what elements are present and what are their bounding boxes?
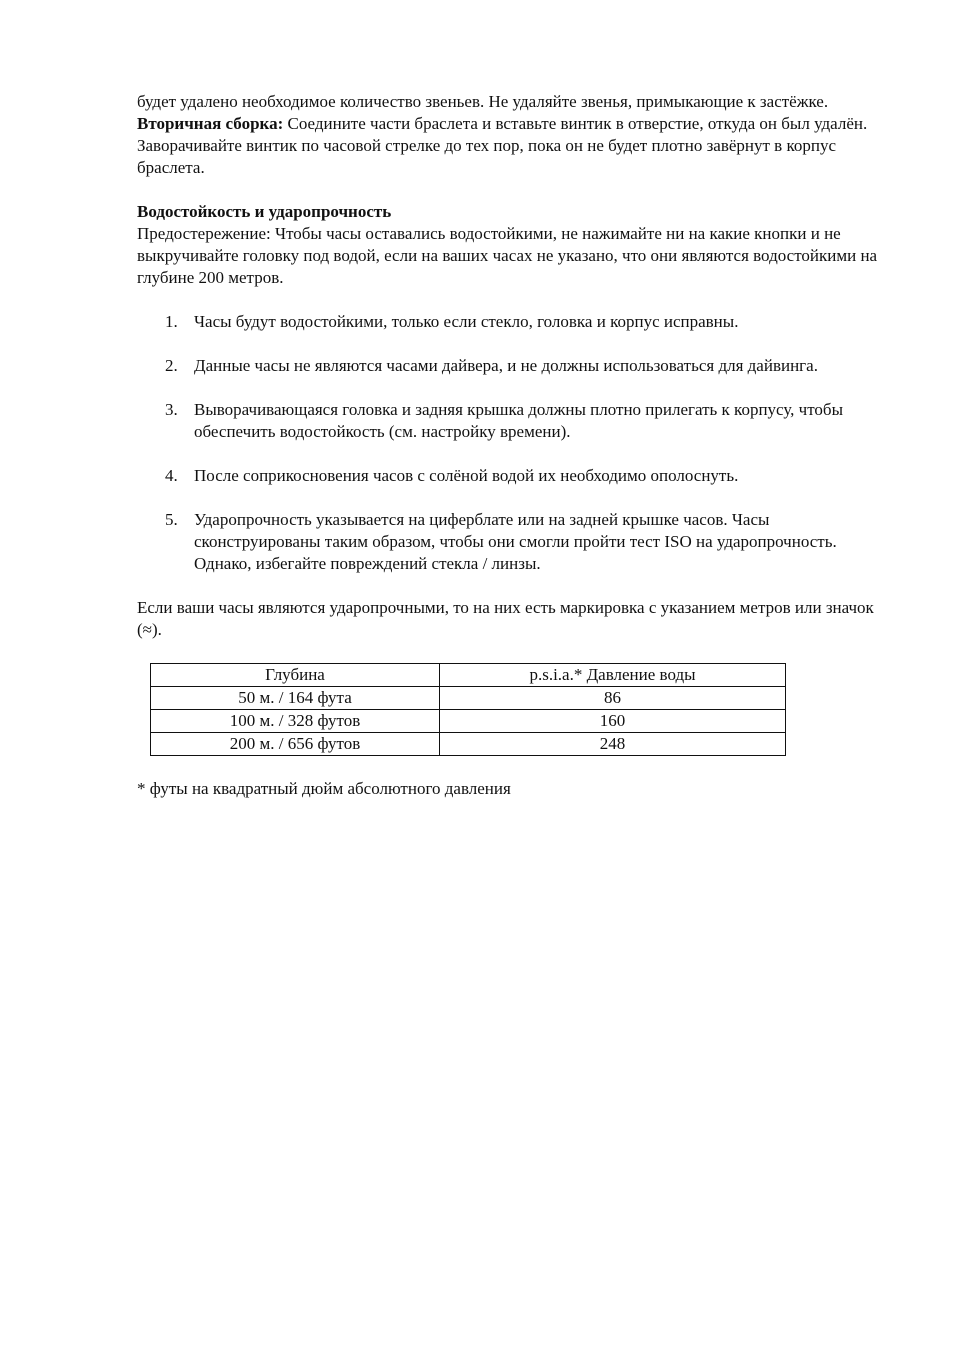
secondary-assembly-title: Вторичная сборка: xyxy=(137,114,284,133)
table-header-cell: p.s.i.a.* Давление воды xyxy=(440,664,786,687)
section-heading: Водостойкость и ударопрочность xyxy=(137,202,392,221)
footnote: * футы на квадратный дюйм абсолютного давления xyxy=(137,779,511,798)
paragraph-link-removal: будет удалено необходимое количество звеньев. Не удаляйте звенья, примыкающие к застёжке. xyxy=(137,92,829,111)
table-cell: 50 м. / 164 фута xyxy=(151,687,440,710)
list-item: 2. Данные часы не являются часами дайвера, и не должны использоваться для дайвинга. xyxy=(165,356,818,375)
list-item: 1. Часы будут водостойкими, только если стекло, головка и корпус исправны. xyxy=(165,312,739,331)
table-row xyxy=(151,687,786,710)
list-item: 5. Ударопрочность указывается на циферблате или на задней крышке часов. Часы сконструированы таким образом, чтобы они смогли пройти тест ISO на ударопрочность. Однако, избегайте повреждений стекла / линзы. xyxy=(165,510,837,573)
table-cell: 200 м. / 656 футов xyxy=(151,733,440,756)
table-cell: 86 xyxy=(440,687,786,710)
warning-paragraph: Предостережение: Чтобы часы оставались водостойкими, не нажимайте ни на какие кнопки и не выкручивайте головку под водой, если на ваших часах не указано, что они являются водостойкими на глубине 200 метров. xyxy=(137,224,878,287)
marking-note: Если ваши часы являются ударопрочными, то на них есть маркировка с указанием метров или значок (≈). xyxy=(137,598,874,639)
list-item: 4. После соприкосновения часов с солёной водой их необходимо ополоснуть. xyxy=(165,466,739,485)
paragraph-secondary-assembly xyxy=(137,113,897,179)
numbered-list xyxy=(137,311,897,575)
table-row xyxy=(151,733,786,756)
document-content xyxy=(137,91,897,800)
table-cell: 100 м. / 328 футов xyxy=(151,710,440,733)
table-row xyxy=(151,710,786,733)
table-header-row xyxy=(151,664,786,687)
list-item: 3. Выворачивающаяся головка и задняя крышка должны плотно прилегать к корпусу, чтобы обеспечить водостойкость (см. настройку времени). xyxy=(165,400,843,441)
secondary-assembly-text: Соедините части браслета и вставьте винтик в отверстие, откуда он был удалён. Заворачивайте винтик по часовой стрелке до тех пор, пока он не будет плотно завёрнут в корпус браслета. xyxy=(137,114,868,177)
table-cell: 248 xyxy=(440,733,786,756)
table-header-cell: Глубина xyxy=(151,664,440,687)
depth-pressure-table xyxy=(150,663,786,756)
table-cell: 160 xyxy=(440,710,786,733)
